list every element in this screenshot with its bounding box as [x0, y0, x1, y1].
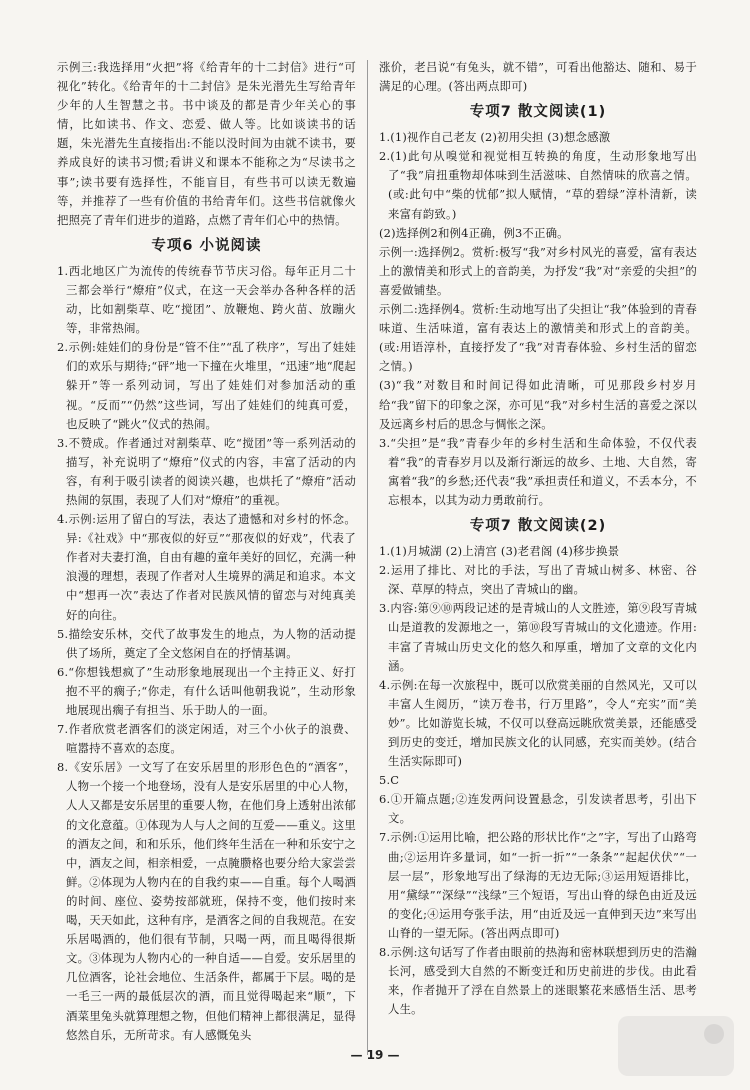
right-column [379, 58, 697, 1019]
watermark-logo [616, 1010, 736, 1082]
intro-paragraph: 示例三:我选择用“火把”将《给青年的十二封信》进行“可视化”转化。《给青年的十二封信》是朱光潜先生写给青年少年的人生智慧之书。书中谈及的都是青少年关心的事情，比如读书、作文、恋爱、做人等。比如谈读书的话题，朱光潜先生直接指出:不能以没时间为由就不读书，要养成良好的读书习惯;看讲义和课本不能称之为“尽读书之事”;读书要有选择性，不能盲目，有些书可以读无数遍等，并推荐了一些有价值的书给青年们。这些书信就像火把照亮了青年们进步的道路，点燃了青年们心中的热情。 [57, 60, 356, 227]
continued-paragraph: 涨价，老吕说“有兔头，就不错”，可看出他豁达、随和、易于满足的心理。(答出两点即可) [379, 60, 697, 94]
answer-item: 7.示例:①运用比喻，把公路的形状比作“之”字，写出了山路弯曲;②运用许多量词，如“一折一折”“一条条”“起起伏伏”“一层一层”，形象地写出了绿海的无边无际;③运用短语排比，用“黛绿”“深绿”“浅绿”三个短语，写出山脊的绿色由近及远的变化;④运用夸张手法，用“由近及远一直伸到天边”来写出山脊的一望无际。(答出两点即可) [379, 830, 697, 940]
answer-item: 4.示例:运用了留白的写法，表达了遗憾和对乡村的怀念。异:《社戏》中“那夜似的好豆”“那夜似的好戏”，代表了作者对夫妻打渔，自由有趣的童年美好的回忆，充满一种浪漫的理想，表现了作者对人生境界的满足和追求。本文中“想再一次”表达了作者对民族风情的留恋与对纯真美好的向往。 [57, 512, 356, 622]
page-number: — 19 — [350, 1048, 400, 1062]
answer-item: 5.C [379, 773, 400, 788]
answer-item: 8.《安乐居》一文写了在安乐居里的形形色色的“酒客”，人物一个接一个地登场，没有人是安乐居里的中心人物，人人又都是安乐居里的重要人物，在他们身上透射出浓郁的文化意蕴。①体现为人与人之间的互爱——重义。这里的酒友之间，和和乐乐，他们终年生活在一种和乐安宁之中，酒友之间，相亲相爱，一点腌臜格也要分给大家尝尝鲜。②体现为人物内在的自我约束——自重。每个人喝酒的时间、座位、姿势按部就班，保持不变，他们按时来喝，天天如此，这种有序，是酒客之间的自我规范。在安乐居喝酒的，他们很有节制，只喝一两，而且喝得很斯文。③体现为人物内心的一种自适——自爱。安乐居里的几位酒客，论社会地位、生活条件，都属于下层。喝的是一毛三一两的最低层次的酒，而且觉得喝起来“顺”，下酒菜里兔头就算理想之物，但他们精神上都很满足，显得悠然自乐，无所苛求。有人感慨兔头 [57, 760, 356, 1042]
answer-item: 3.不赞成。作者通过对割柴草、吃“搅团”等一系列活动的描写，补充说明了“燎疳”仪式的内容，丰富了活动的内容，有利于吸引读者的阅读兴趣，也烘托了“燎疳”活动热闹的氛围，表现了人们对“燎疳”的重视。 [57, 435, 356, 507]
answer-item: 4.示例:在每一次旅程中，既可以欣赏美丽的自然风光，又可以丰富人生阅历，“读万卷书，行万里路”，令人“充实”而“美妙”。比如游览长城，不仅可以登高远眺欣赏美景，还能感受到历史的变迁，增加民族文化的认同感，充实而美妙。(结合生活实际即可) [379, 677, 697, 769]
answer-item: 7.作者欣赏老酒客们的淡定闲适，对三个小伙子的浪费、喧嚣持不喜欢的态度。 [57, 722, 356, 756]
column-divider [367, 60, 368, 1055]
section-title-prose-reading-1: 专项7 散文阅读(1) [469, 104, 607, 121]
section-title-prose-reading-2: 专项7 散文阅读(2) [469, 518, 607, 535]
answer-item: 3.内容:第⑨⑩两段记述的是青城山的人文胜迹，第⑨段写青城山是道教的发源地之一，第⑩段写青城山的文化遗迹。作用:丰富了青城山历史文化的悠久和厚重，增加了文章的文化内涵。 [379, 601, 697, 673]
answer-subitem: (3)“我”对数目和时间记得如此清晰，可见那段乡村岁月给“我”留下的印象之深，亦可见“我”对乡村生活的喜爱之深以及远离乡村后的思念与惆怅之深。 [379, 378, 697, 431]
answer-item: 6.“你想钱想疯了”生动形象地展现出一个主持正义、好打抱不平的瘸子;“你走，有什么话叫他朝我说”，生动形象地展现出瘸子有担当、乐于助人的一面。 [57, 664, 356, 717]
answer-item: 3.“尖担”是“我”青春少年的乡村生活和生命体验，不仅代表着“我”的青春岁月以及渐行渐远的故乡、土地、大自然，寄寓着“我”的乡愁;还代表“我”承担责任和道义，不丢本分，不忘根本，以其为动力勇敢前行。 [379, 435, 697, 507]
left-column [57, 58, 356, 1045]
section-title-novel-reading: 专项6 小说阅读 [151, 237, 262, 254]
answer-item: 2.(1)此句从嗅觉和视觉相互转换的角度，生动形象地写出了“我”肩扭重物却体味到生活滋味、自然情味的欣喜之情。(或:此句中“柴的忧郁”拟人赋情，“草的碧绿”淳朴清新，读来富有韵致。) [379, 149, 697, 221]
answer-subitem: 示例二:选择例4。赏析:生动地写出了尖担让“我”体验到的青春味道、生活味道，富有表达上的激情美和形式上的音韵美。(或:用语淳朴，直接抒发了“我”对青春体验、乡村生活的留恋之情。) [379, 302, 697, 374]
answer-item: 1.(1)视作自己老友 (2)初用尖担 (3)想念感激 [379, 130, 611, 145]
answer-item: 6.①开篇点题;②连发两问设置悬念，引发读者思考，引出下文。 [379, 792, 697, 826]
answer-subitem: 示例一:选择例2。赏析:极写“我”对乡村风光的喜爱，富有表达上的激情美和形式上的音韵美，为抒发“我”对“亲爱的尖担”的喜爱做铺垫。 [379, 244, 697, 297]
answer-item: 8.示例:这句话写了作者由眼前的热海和密林联想到历史的浩瀚长河，感受到大自然的不断变迁和历史前进的步伐。由此看来，作者抛开了浮在自然景上的迷眼繁花来感悟生活、思考人生。 [379, 945, 697, 1017]
answer-subitem: (2)选择例2和例4正确，例3不正确。 [379, 225, 569, 240]
answer-item: 2.示例:娃娃们的身份是“管不住”“乱了秩序”，写出了娃娃们的欢乐与期待;“砰”地一下撞在火堆里，“迅速”地“爬起躲开”等一系列动词，写出了娃娃们对参加活动的重视。“反而”“仍然”这些词，写出了娃娃们的纯真可爱，也反映了“跳火”仪式的热闹。 [57, 340, 356, 431]
answer-item: 5.描绘安乐林，交代了故事发生的地点，为人物的活动提供了场所，奠定了全文悠闲自在的抒情基调。 [57, 626, 356, 660]
answer-item: 1.(1)月城湖 (2)上清宫 (3)老君阁 (4)移步换景 [379, 544, 620, 559]
answer-item: 2.运用了排比、对比的手法，写出了青城山树多、林密、谷深、草厚的特点，突出了青城山的幽。 [379, 563, 697, 597]
answer-item: 1.西北地区广为流传的传统春节节庆习俗。每年正月二十三都会举行“燎疳”仪式，在这一天会举办各种各样的活动，比如割柴草、吃“搅团”、放鞭炮、跨火苗、放蹦火等，非常热闹。 [57, 263, 356, 336]
